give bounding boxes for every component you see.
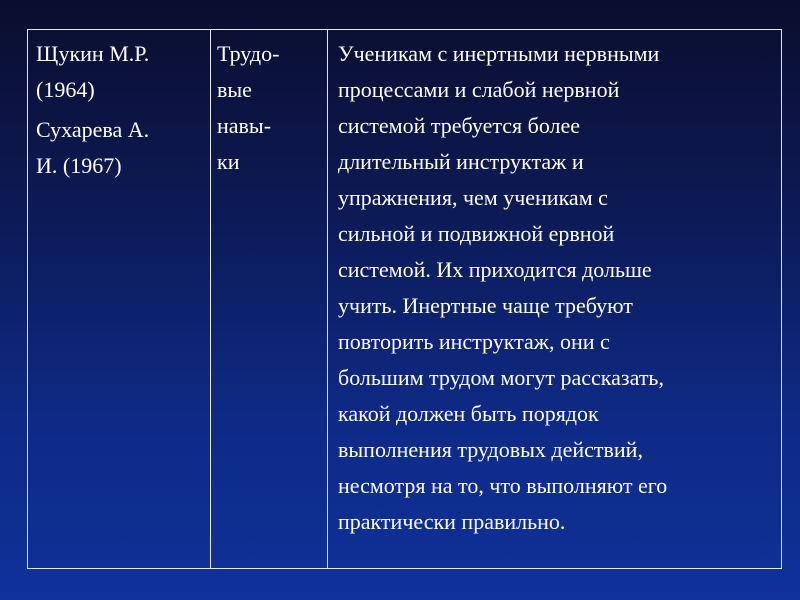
description-line: сильной и подвижной ервной (338, 221, 615, 246)
description-line: длительный инструктаж и (338, 149, 584, 174)
table-row (28, 30, 782, 569)
description-line: несмотря на то, что выполняют его (338, 473, 668, 498)
description-line: практически правильно. (338, 509, 566, 534)
authors-cell (28, 30, 211, 569)
description-line: учить. Инертные чаще требуют (338, 293, 633, 318)
author-entry (36, 112, 210, 184)
description-cell (328, 30, 782, 569)
author-entry (36, 36, 210, 108)
area-line: Трудо- (217, 41, 280, 66)
research-table (27, 29, 782, 569)
area-line: ки (217, 149, 240, 174)
area-line: навы- (217, 113, 272, 138)
description-line: системой требуется более (338, 113, 581, 138)
author-line: И. (1967) (36, 153, 122, 178)
description-line: Ученикам с инертными нервными (338, 41, 660, 66)
description-line: какой должен быть порядок (338, 401, 599, 426)
description-line: большим трудом могут рассказать, (338, 365, 664, 390)
description-line: процессами и слабой нервной (338, 77, 620, 102)
description-line: упражнения, чем ученикам с (338, 185, 608, 210)
area-line: вые (217, 77, 252, 102)
author-line: Щукин М.Р. (36, 41, 150, 66)
description-line: выполнения трудовых действий, (338, 437, 643, 462)
area-cell (211, 30, 328, 569)
author-line: (1964) (36, 77, 95, 102)
author-line: Сухарева А. (36, 117, 150, 142)
description-line: повторить инструктаж, они с (338, 329, 610, 354)
description-line: системой. Их приходится дольше (338, 257, 652, 282)
